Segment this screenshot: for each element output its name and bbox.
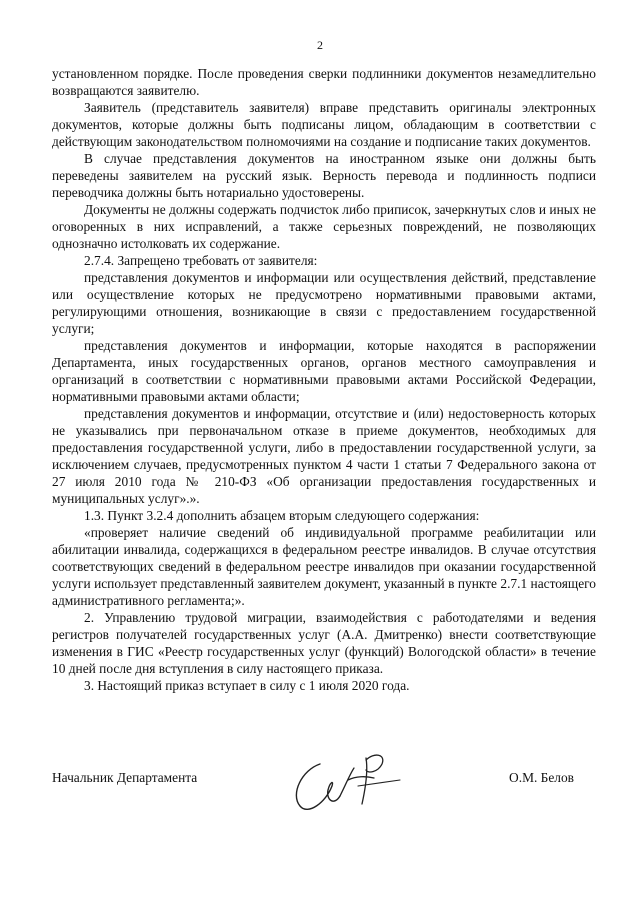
paragraph-6: представления документов и информации или осуществления действий, представление или осуществление которых не предусмотрено нормативными правовыми актами, регулирующими отношения, возникающие в связи с предоставлением государственной услуги; bbox=[52, 270, 596, 336]
signatory-title: Начальник Департамента bbox=[52, 770, 198, 785]
paragraph-7: представления документов и информации, которые находятся в распоряжении Департамента, иных государственных органов, органов местного самоуправления и организаций в соответствии с нормативными правовыми актами Российской Федерации, нормативными правовыми актами области; bbox=[52, 338, 596, 404]
page-number: 2 bbox=[317, 38, 323, 52]
paragraph-9: 1.3. Пункт 3.2.4 дополнить абзацем вторым следующего содержания: bbox=[84, 508, 480, 523]
paragraph-11: 2. Управлению трудовой миграции, взаимодействия с работодателями и ведения регистров получателей государственных услуг (А.А. Дмитренко) внести соответствующие изменения в ГИС «Реестр государственных услуг (функций) Вологодской области» в течение 10 дней после дня вступления в силу настоящего приказа. bbox=[52, 610, 596, 676]
paragraph-4: Документы не должны содержать подчисток либо приписок, зачеркнутых слов и иных не оговоренных в них исправлений, а также серьезных повреждений, не позволяющих однозначно истолковать их содержание. bbox=[52, 202, 596, 251]
paragraph-5: 2.7.4. Запрещено требовать от заявителя: bbox=[84, 253, 318, 268]
paragraph-10: «проверяет наличие сведений об индивидуальной программе реабилитации или абилитации инвалида, содержащихся в федеральном реестре инвалидов. В случае отсутствия соответствующих сведений в федеральном реестре инвалидов при оказании государственной услуги использует представленный заявителем документ, указанный в пункте 2.7.1 настоящего административного регламента;». bbox=[52, 525, 596, 608]
signature-block bbox=[52, 770, 596, 810]
paragraph-12: 3. Настоящий приказ вступает в силу с 1 июля 2020 года. bbox=[84, 678, 410, 693]
handwritten-signature bbox=[282, 746, 412, 826]
paragraph-2: Заявитель (представитель заявителя) вправе представить оригиналы электронных документов, которые должны быть подписаны лицом, обладающим в соответствии с действующим законодательством полномочиями на создание и подписание таких документов. bbox=[52, 100, 596, 149]
paragraph-3: В случае представления документов на иностранном языке они должны быть переведены заявителем на русский язык. Верность перевода и подлинность подписи переводчика должны быть нотариально удостоверены. bbox=[52, 151, 596, 200]
paragraph-1: установленном порядке. После проведения сверки подлинники документов незамедлительно возвращаются заявителю. bbox=[52, 66, 596, 98]
paragraph-8: представления документов и информации, отсутствие и (или) недостоверность которых не указывались при первоначальном отказе в приеме документов, необходимых для предоставления государственной услуги, либо в предоставлении государственной услуги, за исключением случаев, предусмотренных пунктом 4 части 1 статьи 7 Федерального закона от 27 июля 2010 года № 210-ФЗ «Об организации предоставления государственных и муниципальных услуг».». bbox=[52, 406, 596, 506]
document-body bbox=[52, 65, 596, 694]
signatory-name: О.М. Белов bbox=[509, 770, 574, 785]
